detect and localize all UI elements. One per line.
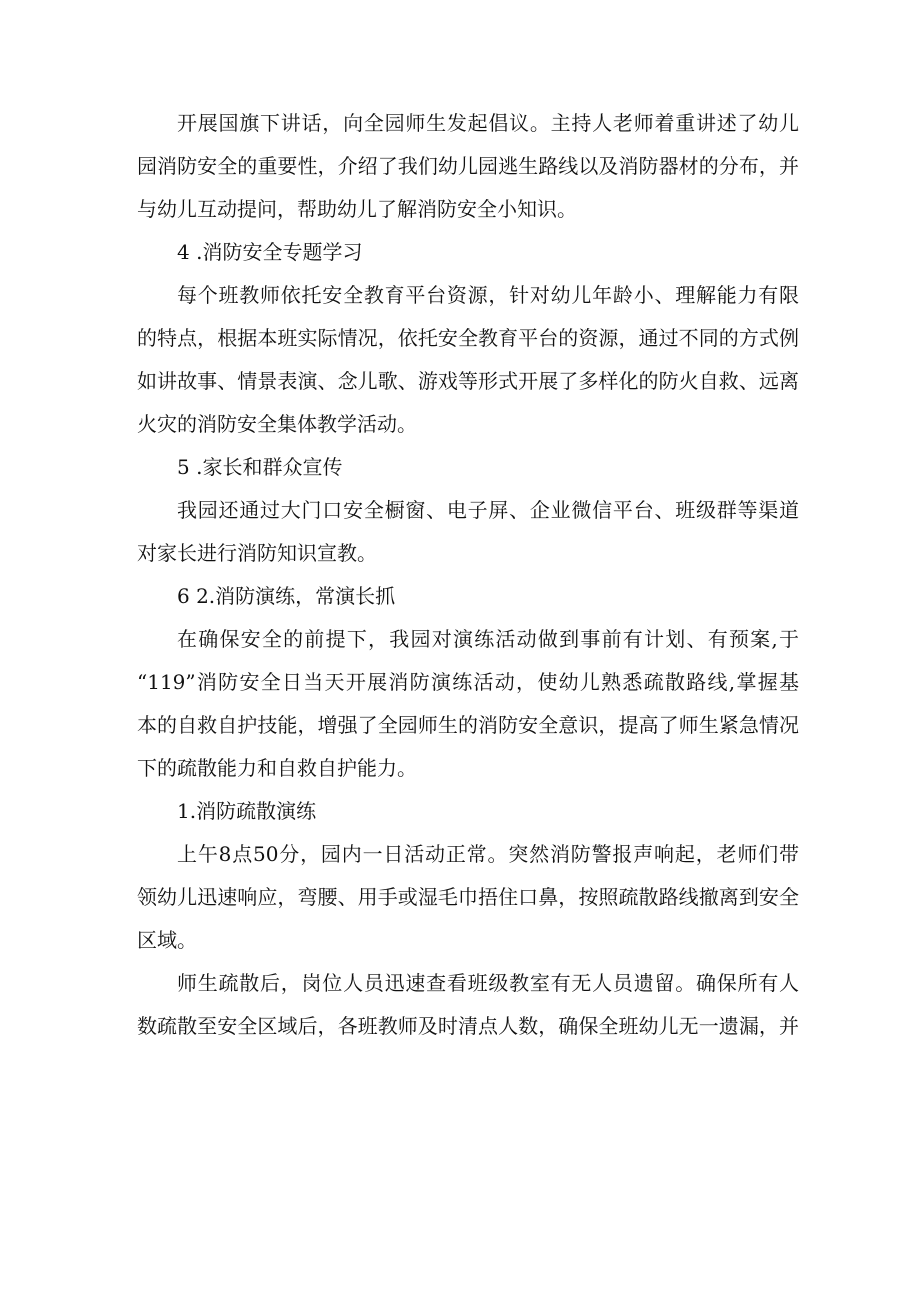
paragraph-line: 的特点，根据本班实际情况，依托安全教育平台的资源，通过不同的方式例 bbox=[137, 326, 799, 350]
paragraph-line: 师生疏散后，岗位人员迅速查看班级教室有无人员遗留。确保所有人 bbox=[177, 971, 799, 995]
paragraph-line: 火灾的消防安全集体教学活动。 bbox=[137, 412, 417, 436]
section-heading: 5 .家长和群众宣传 bbox=[177, 455, 343, 479]
paragraph-line: 园消防安全的重要性，介绍了我们幼儿园逃生路线以及消防器材的分布，并 bbox=[137, 154, 799, 178]
paragraph-line: 区域。 bbox=[137, 928, 197, 952]
paragraph-line: “119”消防安全日当天开展消防演练活动，使幼儿熟悉疏散路线,掌握基 bbox=[137, 670, 799, 694]
paragraph-line: 本的自救自护技能，增强了全园师生的消防安全意识，提高了师生紧急情况 bbox=[137, 713, 799, 737]
paragraph-line: 对家长进行消防知识宣教。 bbox=[137, 541, 377, 565]
paragraph-line: 开展国旗下讲话，向全园师生发起倡议。主持人老师着重讲述了幼儿 bbox=[177, 111, 799, 135]
section-heading: 1.消防疏散演练 bbox=[177, 799, 317, 823]
paragraph-line: 领幼儿迅速响应，弯腰、用手或湿毛巾捂住口鼻，按照疏散路线撤离到安全 bbox=[137, 885, 799, 909]
paragraph-line: 在确保安全的前提下，我园对演练活动做到事前有计划、有预案,于 bbox=[177, 627, 799, 651]
paragraph-line: 数疏散至安全区域后，各班教师及时清点人数，确保全班幼儿无一遗漏，并 bbox=[137, 1014, 799, 1038]
document-body bbox=[137, 112, 799, 1058]
paragraph-line: 上午8点50分，园内一日活动正常。突然消防警报声响起，老师们带 bbox=[177, 842, 799, 866]
paragraph-line: 每个班教师依托安全教育平台资源，针对幼儿年龄小、理解能力有限 bbox=[177, 283, 799, 307]
paragraph-line: 与幼儿互动提问，帮助幼儿了解消防安全小知识。 bbox=[137, 197, 577, 221]
paragraph-line: 我园还通过大门口安全橱窗、电子屏、企业微信平台、班级群等渠道 bbox=[177, 498, 799, 522]
section-heading: 6 2.消防演练，常演长抓 bbox=[177, 584, 396, 608]
paragraph-line: 如讲故事、情景表演、念儿歌、游戏等形式开展了多样化的防火自救、远离 bbox=[137, 369, 799, 393]
section-heading: 4 .消防安全专题学习 bbox=[177, 240, 363, 264]
paragraph-line: 下的疏散能力和自救自护能力。 bbox=[137, 756, 417, 780]
